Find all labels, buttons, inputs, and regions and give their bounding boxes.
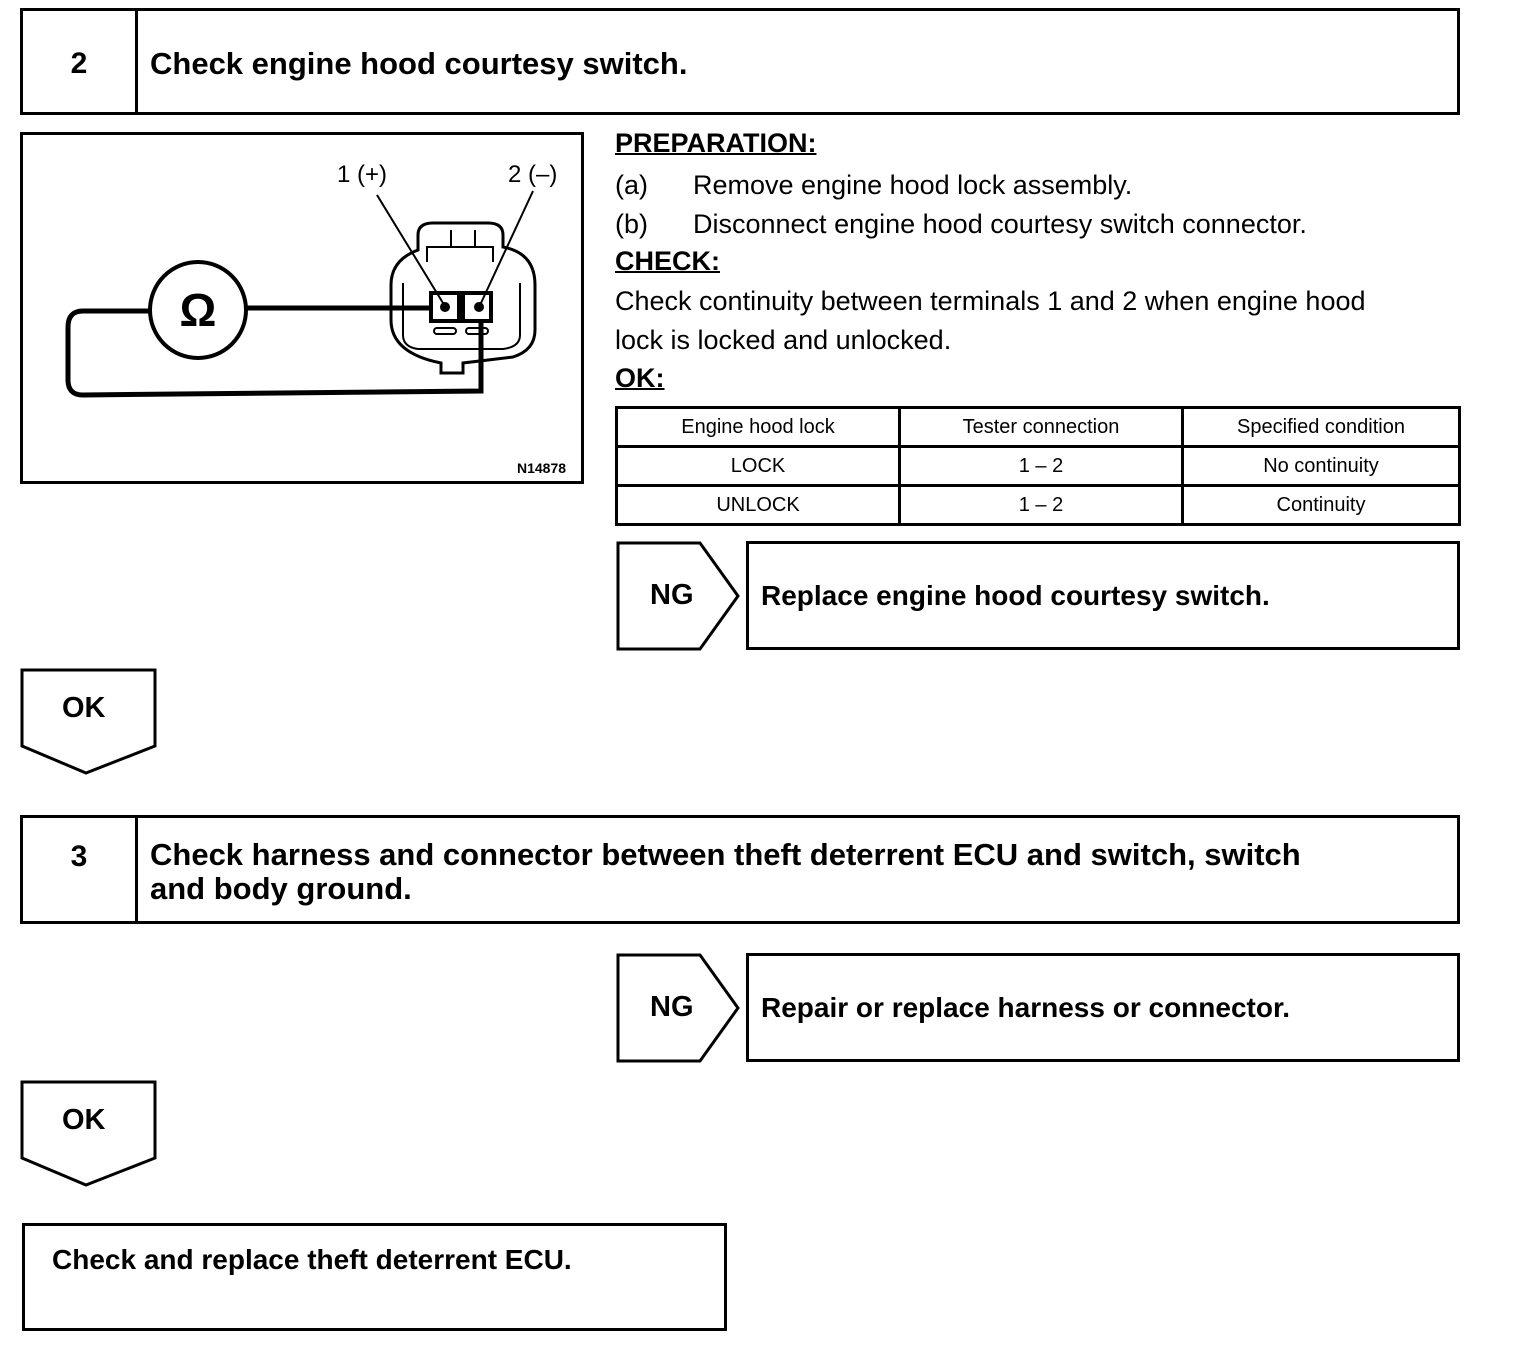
figure-code: N14878 bbox=[517, 460, 567, 476]
ok-arrow-1 bbox=[20, 668, 158, 776]
ng-label: NG bbox=[650, 579, 694, 611]
table-header-row bbox=[617, 408, 1460, 447]
ng-action-2: Repair or replace harness or connector. bbox=[746, 953, 1460, 1062]
connector-diagram bbox=[20, 132, 584, 484]
preparation-heading: PREPARATION: bbox=[615, 128, 817, 158]
table-cell: No continuity bbox=[1183, 447, 1460, 486]
ok-heading: OK: bbox=[615, 363, 665, 393]
preparation-list bbox=[615, 166, 1465, 244]
step-2-title: Check engine hood courtesy switch. bbox=[150, 46, 688, 81]
final-action-box: Check and replace theft deterrent ECU. bbox=[22, 1223, 727, 1331]
ng-label: NG bbox=[650, 991, 694, 1023]
ok-label: OK bbox=[62, 692, 106, 724]
terminal-1-label: 1 (+) bbox=[337, 161, 388, 188]
table-row bbox=[617, 486, 1460, 525]
table-header-cell: Specified condition bbox=[1183, 408, 1460, 447]
prep-item-text: Disconnect engine hood courtesy switch connector. bbox=[693, 209, 1307, 239]
ng-action-1: Replace engine hood courtesy switch. bbox=[746, 541, 1460, 650]
table-cell: 1 – 2 bbox=[900, 486, 1183, 525]
prep-item-text: Remove engine hood lock assembly. bbox=[693, 170, 1133, 200]
table-cell: 1 – 2 bbox=[900, 447, 1183, 486]
terminal-2-label: 2 (–) bbox=[508, 161, 558, 188]
check-text-line-1: Check continuity between terminals 1 and 2 when engine hood bbox=[615, 286, 1366, 316]
ohmmeter-connector-diagram-icon bbox=[23, 135, 581, 481]
step-3-header bbox=[20, 815, 1460, 924]
step-3-title bbox=[138, 818, 1457, 921]
prep-item-b bbox=[615, 205, 1465, 244]
ok-arrow-2 bbox=[20, 1080, 158, 1188]
step-2-header bbox=[20, 8, 1460, 115]
table-header-cell: Tester connection bbox=[900, 408, 1183, 447]
table-cell: UNLOCK bbox=[617, 486, 900, 525]
ng-arrow-2 bbox=[616, 953, 742, 1063]
step-3-number: 3 bbox=[23, 818, 138, 921]
table-cell: Continuity bbox=[1183, 486, 1460, 525]
prep-item-letter: (a) bbox=[615, 170, 648, 200]
check-text-line-2: lock is locked and unlocked. bbox=[615, 325, 952, 355]
step-3-title-line-1: Check harness and connector between theft deterrent ECU and switch, switch bbox=[150, 837, 1301, 872]
ok-label: OK bbox=[62, 1104, 106, 1136]
table-header-cell: Engine hood lock bbox=[617, 408, 900, 447]
prep-item-letter: (b) bbox=[615, 209, 648, 239]
step-3-title-line-2: and body ground. bbox=[150, 871, 412, 906]
step-2-number: 2 bbox=[23, 11, 138, 112]
table-cell: LOCK bbox=[617, 447, 900, 486]
check-heading: CHECK: bbox=[615, 246, 720, 276]
ohm-symbol: Ω bbox=[179, 284, 217, 336]
spec-table bbox=[615, 406, 1461, 526]
table-row bbox=[617, 447, 1460, 486]
prep-item-a bbox=[615, 166, 1465, 205]
ng-arrow-1 bbox=[616, 541, 742, 651]
